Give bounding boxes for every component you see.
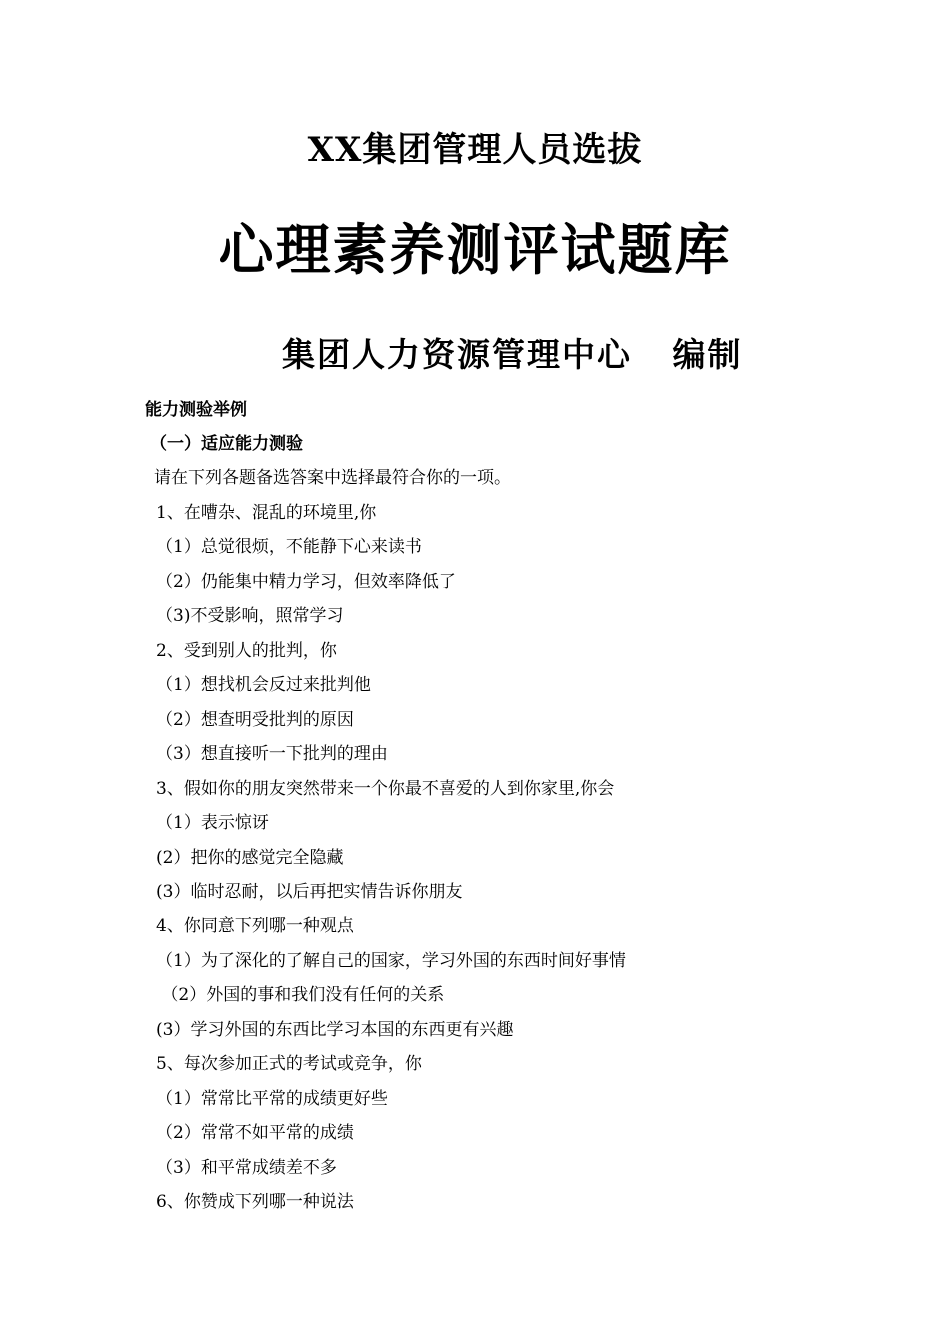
- option-item: （2）想查明受批判的原因: [156, 709, 354, 730]
- option-item: （2）仍能集中精力学习，但效率降低了: [156, 571, 456, 592]
- option-item: （1）总觉很烦，不能静下心来读书: [156, 537, 422, 558]
- question-item: 3、假如你的朋友突然带来一个你最不喜爱的人到你家里,你会: [156, 778, 615, 799]
- option-item: (2）把你的感觉完全隐藏: [156, 847, 344, 868]
- title-line-3: 集团人力资源管理中心 编制: [282, 335, 743, 374]
- subsection-heading: （一）适应能力测验: [150, 434, 303, 454]
- option-item: （3）和平常成绩差不多: [156, 1157, 337, 1178]
- title-line-2: 心理素养测评试题库: [218, 217, 732, 282]
- question-item: 1、在嘈杂、混乱的环境里,你: [156, 503, 377, 523]
- option-item: （2）常常不如平常的成绩: [156, 1123, 354, 1144]
- title-line-1: XX集团管理人员选拔: [307, 130, 643, 170]
- option-item: （1）为了深化的了解自己的国家，学习外国的东西时间好事情: [156, 950, 626, 971]
- option-item: （1）想找机会反过来批判他: [156, 675, 371, 696]
- option-item: （1）表示惊讶: [156, 813, 269, 834]
- option-item: （3）想直接听一下批判的理由: [156, 744, 388, 765]
- instruction-text: 请在下列各题备选答案中选择最符合你的一项。: [154, 468, 511, 488]
- question-item: 4、你同意下列哪一种观点: [156, 916, 354, 937]
- option-item: （3)不受影响，照常学习: [156, 606, 344, 627]
- question-item: 6、你赞成下列哪一种说法: [156, 1192, 354, 1212]
- question-item: 2、受到别人的批判，你: [156, 640, 337, 661]
- section-heading: 能力测验举例: [145, 400, 247, 420]
- option-item: （2）外国的事和我们没有任何的关系: [156, 985, 445, 1006]
- option-item: (3）临时忍耐，以后再把实情告诉你朋友: [156, 881, 463, 902]
- option-item: (3）学习外国的东西比学习本国的东西更有兴趣: [156, 1019, 514, 1040]
- option-item: （1）常常比平常的成绩更好些: [156, 1088, 388, 1109]
- question-item: 5、每次参加正式的考试或竞争，你: [156, 1054, 422, 1075]
